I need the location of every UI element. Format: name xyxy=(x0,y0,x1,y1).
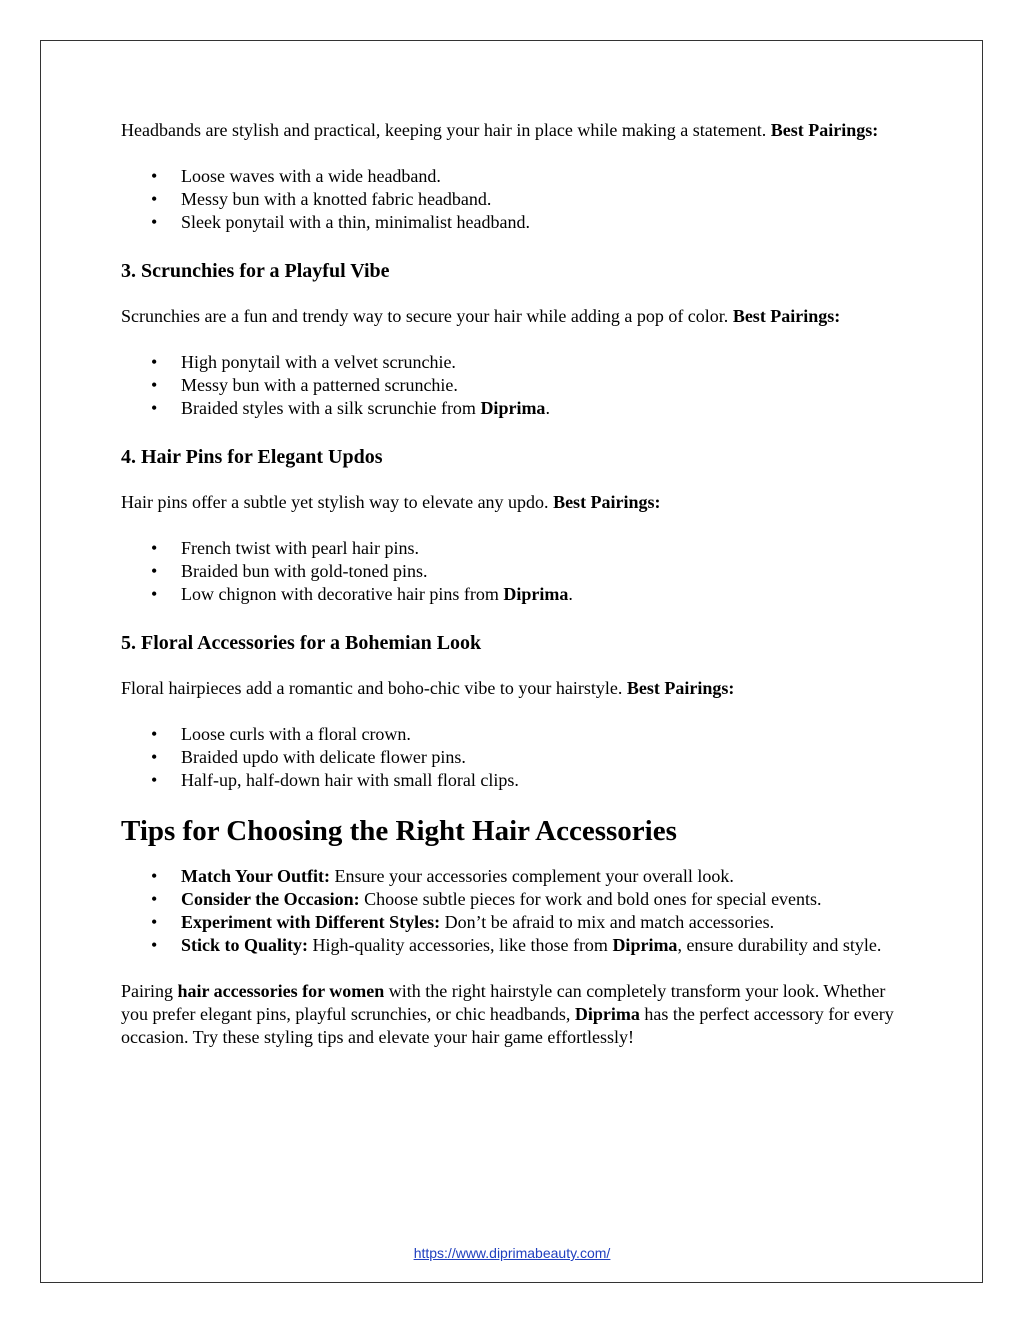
list-item: • Loose curls with a floral crown. xyxy=(121,723,911,746)
list-item: • Sleek ponytail with a thin, minimalist headband. xyxy=(121,211,911,234)
tips-list xyxy=(121,865,911,957)
tips-heading: Tips for Choosing the Right Hair Accessories xyxy=(121,815,677,847)
item-text: Low chignon with decorative hair pins from xyxy=(181,584,504,604)
list-item: • French twist with pearl hair pins. xyxy=(121,537,911,560)
best-pairings-label: Best Pairings: xyxy=(770,120,879,140)
scrunchies-list xyxy=(121,351,911,420)
section-heading-floral: 5. Floral Accessories for a Bohemian Look xyxy=(121,632,482,654)
tip-text: Ensure your accessories complement your overall look. xyxy=(329,866,734,886)
floral-paragraph xyxy=(121,677,911,700)
list-item: • High ponytail with a velvet scrunchie. xyxy=(121,351,911,374)
keyword-bold: hair accessories for women xyxy=(177,981,385,1001)
tip-label: Consider the Occasion: xyxy=(181,889,360,909)
hair-pins-paragraph xyxy=(121,491,911,514)
tip-text: Don’t be afraid to mix and match accessories. xyxy=(440,912,775,932)
hair-pins-list xyxy=(121,537,911,606)
list-item: • Half-up, half-down hair with small floral clips. xyxy=(121,769,911,792)
tip-label: Stick to Quality: xyxy=(181,935,309,955)
list-item xyxy=(121,911,911,934)
tip-label: Match Your Outfit: xyxy=(181,866,330,886)
headbands-list xyxy=(121,165,911,234)
best-pairings-label: Best Pairings: xyxy=(553,492,661,512)
list-item xyxy=(121,397,911,420)
paragraph-text: Scrunchies are a fun and trendy way to secure your hair while adding a pop of color. xyxy=(121,306,733,326)
list-item: • Braided updo with delicate flower pins. xyxy=(121,746,911,769)
tip-text: High-quality accessories, like those from xyxy=(308,935,613,955)
tip-label: Experiment with Different Styles: xyxy=(181,912,441,932)
list-item: • Messy bun with a patterned scrunchie. xyxy=(121,374,911,397)
paragraph-text: Headbands are stylish and practical, keeping your hair in place while making a statement. xyxy=(121,120,771,140)
item-end: . xyxy=(568,584,573,604)
best-pairings-label: Best Pairings: xyxy=(626,678,735,698)
brand-name: Diprima xyxy=(612,935,678,955)
list-item xyxy=(121,583,911,606)
floral-list xyxy=(121,723,911,792)
paragraph-text: Hair pins offer a subtle yet stylish way to elevate any updo. xyxy=(121,492,554,512)
headbands-paragraph xyxy=(121,119,911,142)
list-item: • Loose waves with a wide headband. xyxy=(121,165,911,188)
section-heading-hair-pins: 4. Hair Pins for Elegant Updos xyxy=(121,446,383,468)
item-text: Braided styles with a silk scrunchie from xyxy=(181,398,481,418)
document-body xyxy=(121,119,911,1049)
tip-end: , ensure durability and style. xyxy=(677,935,882,955)
brand-name: Diprima xyxy=(480,398,546,418)
footer xyxy=(0,1245,1024,1261)
brand-name: Diprima xyxy=(503,584,569,604)
paragraph-text: Pairing xyxy=(121,981,178,1001)
tip-text: Choose subtle pieces for work and bold ones for special events. xyxy=(359,889,822,909)
best-pairings-label: Best Pairings: xyxy=(732,306,841,326)
conclusion-paragraph xyxy=(121,980,911,1049)
list-item xyxy=(121,865,911,888)
list-item xyxy=(121,888,911,911)
list-item xyxy=(121,934,911,957)
paragraph-text: Floral hairpieces add a romantic and boho-chic vibe to your hairstyle. xyxy=(121,678,627,698)
list-item: • Messy bun with a knotted fabric headband. xyxy=(121,188,911,211)
scrunchies-paragraph xyxy=(121,305,911,328)
item-end: . xyxy=(545,398,550,418)
brand-name: Diprima xyxy=(574,1004,640,1024)
section-heading-scrunchies: 3. Scrunchies for a Playful Vibe xyxy=(121,260,390,282)
paragraph-text: has the perfect accessory for every occasion. Try these styling tips and elevate your hair game effortlessly! xyxy=(121,1004,894,1047)
website-link[interactable]: https://www.diprimabeauty.com/ xyxy=(413,1245,611,1261)
list-item: • Braided bun with gold-toned pins. xyxy=(121,560,911,583)
paragraph-text: with the right hairstyle can completely transform your look. Whether you prefer elegant pins, playful scrunchies, or chic headbands, xyxy=(121,981,886,1024)
